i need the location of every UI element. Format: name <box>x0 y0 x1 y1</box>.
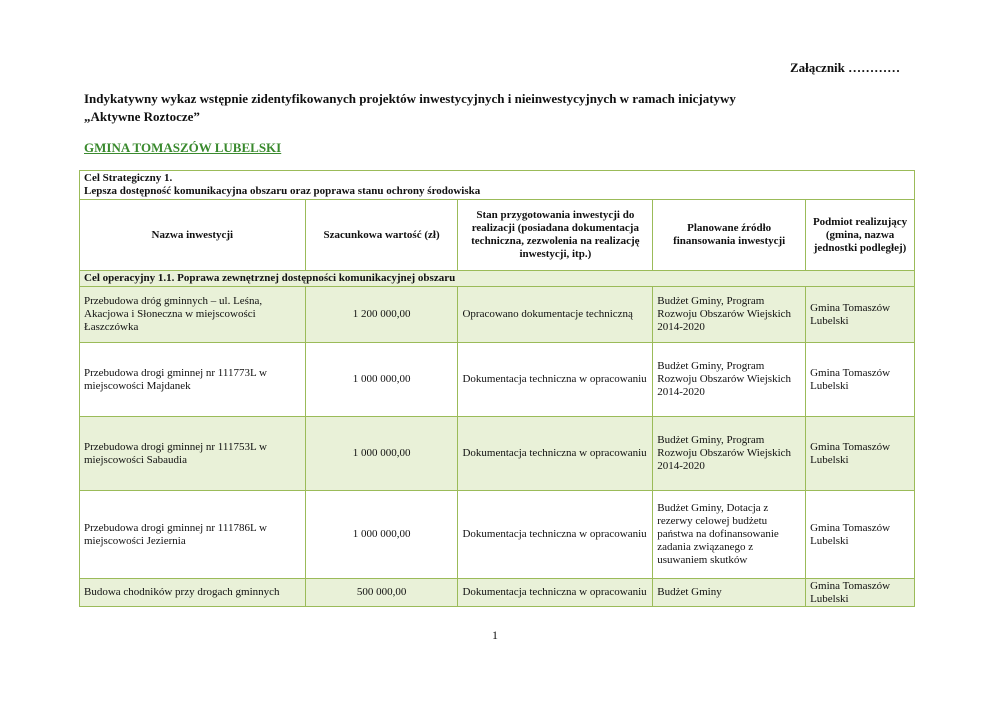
header-value: Szacunkowa wartość (zł) <box>305 200 458 271</box>
cell-name: Przebudowa drogi gminnej nr 111773L w miejscowości Majdanek <box>80 343 306 417</box>
investment-table <box>79 170 915 607</box>
cell-entity: Gmina Tomaszów Lubelski <box>806 579 915 607</box>
header-source: Planowane źródło finansowania inwestycji <box>653 200 806 271</box>
cell-value: 1 000 000,00 <box>305 491 458 579</box>
title-line-2: „Aktywne Roztocze” <box>84 109 200 124</box>
document-title <box>84 90 884 126</box>
cell-value: 500 000,00 <box>305 579 458 607</box>
cell-source: Budżet Gminy, Program Rozwoju Obszarów Wiejskich 2014-2020 <box>653 287 806 343</box>
page-number: 1 <box>492 628 498 642</box>
cell-status: Dokumentacja techniczna w opracowaniu <box>458 343 653 417</box>
cell-source: Budżet Gminy, Program Rozwoju Obszarów Wiejskich 2014-2020 <box>653 417 806 491</box>
header-entity: Podmiot realizujący (gmina, nazwa jednostki podległej) <box>806 200 915 271</box>
cell-source: Budżet Gminy <box>653 579 806 607</box>
cell-status: Dokumentacja techniczna w opracowaniu <box>458 417 653 491</box>
strategic-goal-line-1: Cel Strategiczny 1. <box>84 172 173 184</box>
title-line-1: Indykatywny wykaz wstępnie zidentyfikowanych projektów inwestycyjnych i nieinwestycyjnych w ramach inicjatywy <box>84 91 736 106</box>
attachment-label: Załącznik ………… <box>790 60 901 75</box>
cell-entity: Gmina Tomaszów Lubelski <box>806 343 915 417</box>
cell-entity: Gmina Tomaszów Lubelski <box>806 287 915 343</box>
cell-value: 1 000 000,00 <box>305 417 458 491</box>
cell-status: Opracowano dokumentacje techniczną <box>458 287 653 343</box>
cell-source: Budżet Gminy, Dotacja z rezerwy celowej budżetu państwa na dofinansowanie zadania związanego z usuwaniem skutków <box>653 491 806 579</box>
operational-goal-cell: Cel operacyjny 1.1. Poprawa zewnętrznej dostępności komunikacyjnej obszaru <box>80 271 915 287</box>
cell-status: Dokumentacja techniczna w opracowaniu <box>458 491 653 579</box>
header-row <box>80 200 915 271</box>
gmina-heading: GMINA TOMASZÓW LUBELSKI <box>84 140 282 155</box>
cell-value: 1 200 000,00 <box>305 287 458 343</box>
table-row <box>80 417 915 491</box>
cell-entity: Gmina Tomaszów Lubelski <box>806 491 915 579</box>
table-row <box>80 491 915 579</box>
table-row <box>80 343 915 417</box>
strategic-goal-cell <box>80 171 915 200</box>
header-status: Stan przygotowania inwestycji do realizacji (posiadana dokumentacja techniczna, zezwolenia na realizację inwestycji, itp.) <box>458 200 653 271</box>
cell-status: Dokumentacja techniczna w opracowaniu <box>458 579 653 607</box>
cell-source: Budżet Gminy, Program Rozwoju Obszarów Wiejskich 2014-2020 <box>653 343 806 417</box>
cell-name: Przebudowa dróg gminnych – ul. Leśna, Akacjowa i Słoneczna w miejscowości Łaszczówka <box>80 287 306 343</box>
strategic-goal-row <box>80 171 915 200</box>
cell-entity: Gmina Tomaszów Lubelski <box>806 417 915 491</box>
cell-name: Przebudowa drogi gminnej nr 111786L w miejscowości Jeziernia <box>80 491 306 579</box>
operational-goal-row <box>80 271 915 287</box>
table-row <box>80 287 915 343</box>
cell-name: Budowa chodników przy drogach gminnych <box>80 579 306 607</box>
header-name: Nazwa inwestycji <box>80 200 306 271</box>
cell-name: Przebudowa drogi gminnej nr 111753L w miejscowości Sabaudia <box>80 417 306 491</box>
cell-value: 1 000 000,00 <box>305 343 458 417</box>
strategic-goal-line-2: Lepsza dostępność komunikacyjna obszaru oraz poprawa stanu ochrony środowiska <box>84 185 481 197</box>
table-row <box>80 579 915 607</box>
